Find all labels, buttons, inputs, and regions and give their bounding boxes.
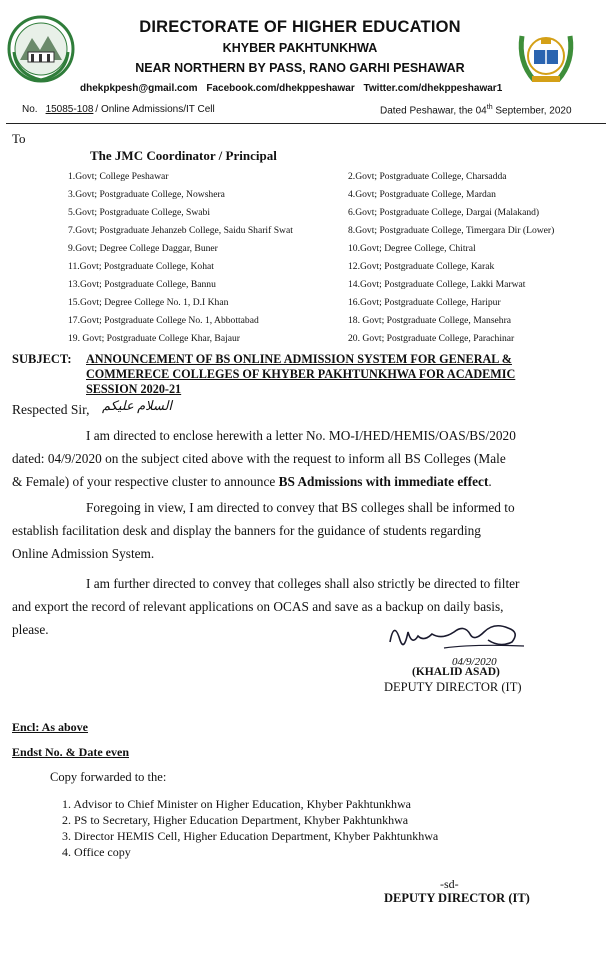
signatory-designation: DEPUTY DIRECTOR (IT) — [384, 680, 522, 694]
subject-label: SUBJECT: — [12, 352, 72, 366]
list-item: 9.Govt; Degree College Daggar, Buner — [68, 243, 218, 254]
left-logo — [6, 12, 76, 86]
to-label: To — [12, 131, 26, 146]
list-item: 16.Govt; Postgraduate College, Haripur — [348, 297, 501, 308]
paragraph-3: I am further directed to convey that colleges shall also strictly be directed to filter and export the record of relevant applications on OCAS and save as a backup on daily basis, please. — [12, 576, 520, 637]
list-item: 2. PS to Secretary, Higher Education Department, Khyber Pakhtunkhwa — [62, 813, 409, 827]
footer-sd: -sd- — [440, 877, 459, 891]
right-logo — [514, 18, 578, 90]
colleges-right-column — [348, 171, 608, 351]
directorate-emblem-icon — [6, 12, 76, 86]
letterhead-province: KHYBER PAKHTUNKHWA — [222, 41, 378, 55]
dated-line: Dated Peshawar, the 04th September, 2020 — [380, 104, 572, 117]
colleges-left-column — [68, 171, 348, 351]
signature-scribble — [384, 612, 534, 660]
list-item: 11.Govt; Postgraduate College, Kohat — [68, 261, 214, 272]
list-item: 1. Advisor to Chief Minister on Higher Education, Khyber Pakhtunkhwa — [62, 797, 411, 811]
list-item: 3.Govt; Postgraduate College, Nowshera — [68, 189, 225, 200]
ref-number-value: 15085-108 — [45, 104, 94, 115]
list-item: 8.Govt; Postgraduate College, Timergara Dir (Lower) — [348, 225, 555, 236]
header-divider — [6, 123, 606, 124]
list-item: 4.Govt; Postgraduate College, Mardan — [348, 189, 496, 200]
list-item: 12.Govt; Postgraduate College, Karak — [348, 261, 495, 272]
signature-date: 04/9/2020 — [452, 656, 497, 668]
salutation: Respected Sir, — [12, 402, 90, 417]
list-item: 20. Govt; Postgraduate College, Parachinar — [348, 333, 515, 344]
reference-number: No. 15085-108 / Online Admissions/IT Cell — [22, 104, 215, 115]
emphasis-text: BS Admissions with immediate effect — [278, 474, 489, 489]
list-item: 2.Govt; Postgraduate College, Charsadda — [348, 171, 507, 182]
list-item: 15.Govt; Degree College No. 1, D.I Khan — [68, 297, 229, 308]
list-item: 14.Govt; Postgraduate College, Lakki Marwat — [348, 279, 526, 290]
list-item: 7.Govt; Postgraduate Jehanzeb College, Saidu Sharif Swat — [68, 225, 293, 236]
twitter-link: Twitter.com/dhekppeshawar1 — [363, 83, 503, 94]
copy-heading: Copy forwarded to the: — [50, 770, 167, 784]
contact-line — [80, 83, 530, 94]
book-emblem-icon — [514, 18, 578, 90]
list-item: 13.Govt; Postgraduate College, Bannu — [68, 279, 216, 290]
letterhead-address: NEAR NORTHERN BY PASS, RANO GARHI PESHAWAR — [135, 61, 465, 75]
list-item: 18. Govt; Postgraduate College, Mansehra — [348, 315, 512, 326]
salutation-urdu: السلام علیکم — [102, 398, 173, 413]
list-item: 1.Govt; College Peshawar — [68, 171, 169, 182]
footer-designation: DEPUTY DIRECTOR (IT) — [384, 891, 530, 905]
addressee: The JMC Coordinator / Principal — [90, 148, 277, 163]
list-item: 4. Office copy — [62, 845, 131, 859]
paragraph-2: Foregoing in view, I am directed to convey that BS colleges shall be informed to establish facilitation desk and display the banners for the guidance of students regarding Online Admission System. — [12, 500, 515, 561]
list-item: 3. Director HEMIS Cell, Higher Education Department, Khyber Pakhtunkhwa — [62, 829, 439, 843]
list-item: 6.Govt; Postgraduate College, Dargai (Malakand) — [348, 207, 540, 218]
paragraph-1: I am directed to enclose herewith a letter No. MO-I/HED/HEMIS/OAS/BS/2020 dated: 04/9/2020 on the subject cited above with the request to inform all BS Colleges (Male & Female) of your respective cluster to announce BS Admissions with immediate effect. — [12, 428, 516, 489]
facebook-link: Facebook.com/dhekppeshawar — [206, 83, 355, 94]
enclosure-line: Encl: As above — [12, 720, 89, 734]
subject-text: ANNOUNCEMENT OF BS ONLINE ADMISSION SYSTEM FOR GENERAL & COMMERECE COLLEGES OF KHYBER PAKHTUNKHWA FOR ACADEMIC SESSION 2020-21 — [86, 352, 516, 396]
endorsement-line: Endst No. & Date even — [12, 745, 129, 759]
letterhead-title: DIRECTORATE OF HIGHER EDUCATION — [139, 18, 461, 36]
signatory-name: (KHALID ASAD) — [412, 666, 500, 678]
list-item: 19. Govt; Postgraduate College Khar, Bajaur — [68, 333, 240, 344]
list-item: 10.Govt; Degree College, Chitral — [348, 243, 476, 254]
list-item: 17.Govt; Postgraduate College No. 1, Abbottabad — [68, 315, 259, 326]
email-address: dhekpkpesh@gmail.com — [80, 83, 198, 94]
copy-list — [62, 796, 582, 860]
list-item: 5.Govt; Postgraduate College, Swabi — [68, 207, 211, 218]
signature-icon — [384, 612, 534, 660]
